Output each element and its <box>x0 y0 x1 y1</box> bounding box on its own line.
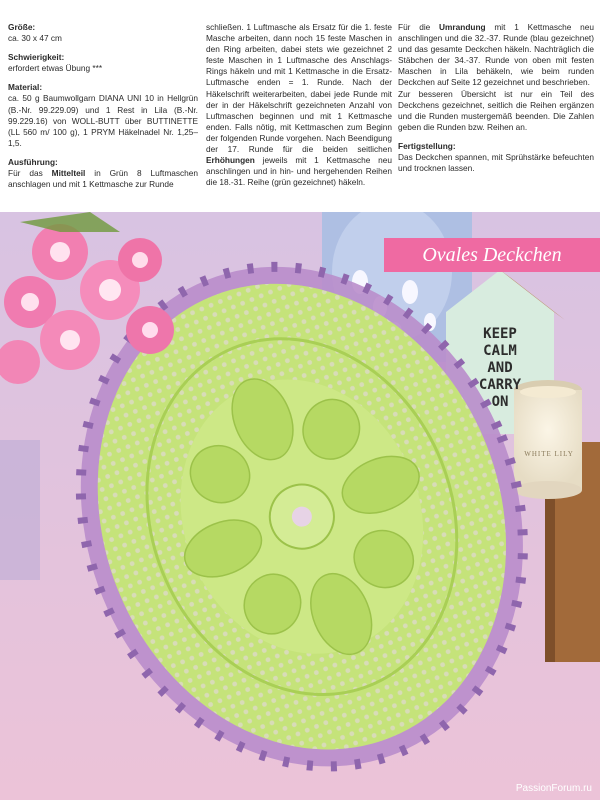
finishing-text: Das Deckchen spannen, mit Sprühstärke befeuchten und trocknen lassen. <box>398 152 594 174</box>
difficulty-text: erfordert etwas Übung *** <box>8 63 103 74</box>
material-text: ca. 50 g Baumwollgarn DIANA UNI 10 in Hellgrün (B.-Nr. 99.229.09) und 1 Rest in Lila (B.-Nr. 99.229.16) von WOLL-BUTT über BUTTINETTE (LL 560 m/ 100 g), 1 PRYM Häkelnadel Nr. 1,25–1,5. <box>8 93 198 148</box>
size-text: ca. 30 x 47 cm <box>8 33 62 44</box>
finishing-heading: Fertigstellung: <box>398 140 456 151</box>
photo-illustration <box>0 212 600 800</box>
candle-label: WHITE LILY <box>524 450 574 458</box>
overview-text: Zur besseren Übersicht ist nur ein Teil des Deckchens gezeichnet, seitlich die Reihen ergänzen und die Runden mustergemäß beenden. Die Zahlen geben die Runden bzw. Reihen an. <box>398 88 594 132</box>
text-column-2 <box>206 22 392 188</box>
difficulty-heading: Schwierigkeit: <box>8 52 65 63</box>
title-banner <box>384 238 600 272</box>
text-column-3 <box>398 22 594 174</box>
sign-line: AND <box>487 360 513 376</box>
sign-line: KEEP <box>483 326 517 342</box>
instructions-heading: Ausführung: <box>8 156 58 167</box>
glass-object <box>0 440 40 580</box>
sign-line: CARRY <box>478 377 522 393</box>
instructions-continued: schließen. 1 Luftmasche als Ersatz für die 1. feste Masche arbeiten, dann noch 15 feste Maschen in den Ring arbeiten, dabei stets wie gezeichnet 2 feste Maschen in 1 Luftmasche des Anschlags-Rings häkeln und mit 1 Kettmasche in die Ersatz-Luftmasche enden = 1. Runde. Nach der Häkelschrift weiterarbeiten, dabei jede Runde mit der in der Häkelschrift gezeichneten Anzahl von Luftmaschen beginnen und mit 1 Kettmasche enden. Falls nötig, mit Kettmaschen zum Beginn der folgenden Runde vorgehen. Nach Beendigung der 17. Runde für die beiden seitlichen Erhöhungen jeweils mit 1 Kettmasche neu anschlingen und in hin- und hergehenden Reihen die 18.-31. Reihe (grün gezeichnet) häkeln. <box>206 22 392 188</box>
banner-title: Ovales Deckchen <box>422 243 562 266</box>
text-column-1 <box>8 22 198 190</box>
sign-text <box>446 326 554 411</box>
sign-line: CALM <box>483 343 517 359</box>
size-heading: Größe: <box>8 22 36 32</box>
material-heading: Material: <box>8 82 43 93</box>
sign-line: ON <box>491 394 509 410</box>
doily-photo <box>0 212 600 800</box>
watermark-credit: PassionForum.ru <box>515 783 592 794</box>
border-text: Für die Umrandung mit 1 Kettmasche neu anschlingen und die 32.-37. Runde (blau gezeichnet) und das gesamte Deckchen häkeln. Nachträglich die Stäbchen der 34.-37. Runde von oben mit festen Maschen in Lila behäkeln, wie beim runden Deckchen auf Seite 12 gezeichnet und beschrieben. <box>398 22 594 88</box>
instructions-text: Für das Mittelteil in Grün 8 Luftmaschen anschlagen und mit 1 Kettmasche zur Runde <box>8 168 198 190</box>
